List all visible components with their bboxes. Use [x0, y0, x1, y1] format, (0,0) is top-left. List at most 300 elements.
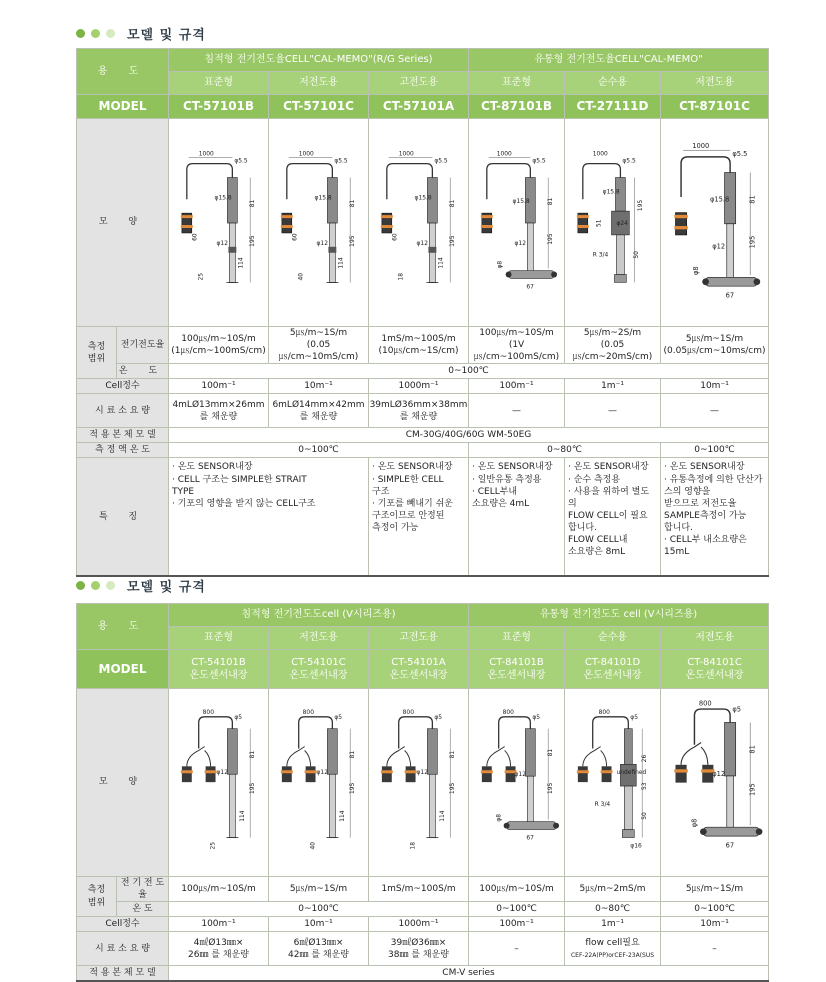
probe-drawing-cell: [369, 119, 469, 327]
svg-text:81: 81: [547, 749, 555, 757]
svg-text:195: 195: [748, 783, 757, 797]
sample-volume: [369, 932, 469, 966]
feature-line: · 온도 SENSOR내장: [372, 462, 453, 473]
model-note: 온도센서내장: [685, 670, 744, 681]
cell-constant: 1m⁻¹: [565, 379, 661, 394]
bullet-dot-icon: [91, 581, 100, 590]
model-code: CT-54101C: [291, 656, 346, 668]
model-note: 온도센서내장: [289, 670, 348, 681]
feature-line: FLOW CELL내: [568, 535, 628, 546]
svg-text:1000: 1000: [496, 151, 512, 159]
model-code: CT-84101C: [687, 656, 742, 668]
svg-text:114: 114: [439, 810, 447, 822]
sample-volume: —: [469, 394, 565, 428]
feature-line: 측정이 가능: [372, 523, 419, 534]
feature-line: 받으므로 저전도율: [664, 498, 737, 509]
sample-line: 6mLØ14mm×42mm: [272, 399, 365, 410]
bullet-dot-icon: [106, 29, 115, 38]
range-label-bottom: 범위: [87, 353, 106, 364]
probe-drawing-cell: [661, 689, 769, 877]
probe-drawing-cell: [369, 689, 469, 877]
svg-text:195: 195: [547, 782, 555, 795]
cell-constant-label: Cell정수: [77, 379, 169, 394]
model-code: CT-84101D: [584, 656, 641, 668]
probe-drawing-cell: [169, 119, 269, 327]
svg-text:φ5: φ5: [732, 705, 742, 714]
svg-text:114: 114: [437, 257, 445, 269]
sample-volume: –: [469, 932, 565, 966]
sample-line: CEF-22A(PP)orCEF-23A(SUS: [570, 951, 655, 959]
svg-text:φ5.5: φ5.5: [234, 158, 248, 166]
model-cell: [369, 650, 469, 689]
usage-header: 용 도: [77, 604, 169, 650]
group-immersion-header: 침적형 전기전도도cell (V시리즈용): [169, 604, 469, 627]
group-flow-header: 유통형 전기전도율CELL"CAL-MEMO": [469, 49, 769, 72]
sample-line: 38㎜ 를 채운량: [388, 949, 449, 960]
svg-text:φ12: φ12: [514, 771, 527, 779]
temperature-label: 온 도: [117, 364, 169, 379]
bullet-dot-icon: [91, 29, 100, 38]
sample-line: 를 채운량: [399, 411, 438, 422]
svg-text:81: 81: [449, 751, 457, 759]
svg-text:81: 81: [547, 198, 555, 206]
model-code: CT-54101B: [191, 656, 246, 668]
svg-text:114: 114: [239, 810, 247, 822]
model-cell: [565, 650, 661, 689]
svg-text:φ15.8: φ15.8: [710, 195, 730, 204]
temperature-cell: 0~80℃: [565, 902, 661, 917]
features-cell: [565, 458, 661, 576]
svg-text:φ5: φ5: [434, 714, 443, 722]
usage-header: 용 도: [77, 49, 169, 95]
model-cell: CT-57101B: [169, 95, 269, 119]
use-cell: 저전도용: [661, 72, 769, 95]
conductivity-label: 전 기 전 도 율: [117, 876, 169, 901]
spec-table-1: [76, 48, 769, 577]
svg-text:φ12: φ12: [416, 240, 429, 248]
feature-line: · CELL부내: [472, 486, 518, 497]
svg-text:81: 81: [349, 200, 357, 208]
cond-value: 100㎲/m~10S/m: [479, 328, 554, 339]
cell-constant: 10m⁻¹: [661, 379, 769, 394]
model-code: CT-84101B: [489, 656, 544, 668]
model-cell: [269, 650, 369, 689]
svg-text:53: 53: [641, 782, 649, 791]
svg-text:18: 18: [409, 842, 417, 850]
feature-line: · CELL 구조는 SIMPLE한 STRAIT: [172, 474, 307, 485]
svg-text:R 3/4: R 3/4: [592, 252, 609, 260]
svg-text:φ15.8: φ15.8: [512, 198, 530, 206]
model-label: MODEL: [77, 95, 169, 119]
feature-line: · 기포의 영향을 받지 않는 CELL구조: [172, 498, 316, 509]
features-cell: [369, 458, 469, 576]
use-cell: 순수용: [565, 72, 661, 95]
svg-text:800: 800: [598, 709, 610, 717]
svg-text:51: 51: [595, 219, 603, 228]
svg-text:φ8: φ8: [495, 814, 503, 822]
conductivity-cell: 5㎲/m~1S/m: [661, 876, 769, 901]
section1-heading: [76, 24, 206, 43]
sample-volume: [169, 932, 269, 966]
conductivity-label: 전기전도율: [117, 327, 169, 364]
svg-text:195: 195: [748, 235, 757, 249]
feature-line: · SIMPLE한 CELL: [372, 474, 444, 485]
feature-line: 소요량은 8mL: [568, 547, 626, 558]
sample-volume: [169, 394, 269, 428]
conductivity-cell: [469, 327, 565, 364]
cond-value: 5㎲/m~2S/m: [583, 328, 642, 339]
svg-text:195: 195: [349, 782, 357, 795]
feature-line: 합니다.: [568, 523, 597, 534]
svg-text:195: 195: [449, 235, 457, 248]
cell-constant: 100m⁻¹: [169, 917, 269, 932]
cell-constant: 1000m⁻¹: [369, 917, 469, 932]
svg-text:φ12: φ12: [712, 242, 726, 251]
range-label-top: 측정: [87, 341, 106, 352]
probe-diagram-icon: [269, 130, 368, 310]
sample-line: 6㎖Ø13㎜×: [293, 937, 344, 948]
feature-line: · CELL부 내소요량은: [664, 535, 747, 546]
model-note: 온도센서내장: [189, 670, 248, 681]
body-model: CM-30G/40G/60G WM-50EG: [169, 428, 769, 443]
conductivity-cell: 100㎲/m~10S/m: [469, 876, 565, 901]
section2-heading: [76, 576, 206, 595]
sample-volume: [269, 932, 369, 966]
svg-text:81: 81: [249, 751, 257, 759]
svg-text:1000: 1000: [398, 151, 414, 159]
use-cell: 고전도용: [369, 72, 469, 95]
probe-drawing-cell: [469, 119, 565, 327]
cond-unit: (1V㎲/cm~100mS/cm): [473, 340, 560, 363]
temperature-cell: 0~100℃: [661, 902, 769, 917]
range-label: [77, 327, 117, 379]
group-flow-header: 유통형 전기전도도 cell (V시리즈용): [469, 604, 769, 627]
feature-line: · 온도 SENSOR내장: [568, 462, 649, 473]
probe-diagram-icon: [269, 699, 368, 861]
use-cell: 표준형: [169, 72, 269, 95]
svg-text:40: 40: [297, 273, 305, 281]
use-cell: 표준형: [169, 627, 269, 650]
probe-diagram-icon: [169, 130, 268, 310]
svg-text:25: 25: [209, 842, 217, 850]
svg-text:800: 800: [402, 709, 415, 717]
svg-text:undefined: undefined: [616, 769, 647, 777]
liquid-temp-label: 측 정 액 온 도: [77, 443, 169, 458]
svg-text:40: 40: [309, 842, 317, 850]
svg-text:195: 195: [349, 235, 357, 248]
cell-constant: 100m⁻¹: [169, 379, 269, 394]
svg-text:60: 60: [391, 233, 399, 242]
use-cell: 저전도용: [661, 627, 769, 650]
svg-text:φ12: φ12: [712, 769, 726, 778]
probe-diagram-icon: [369, 699, 468, 861]
svg-text:81: 81: [748, 745, 757, 754]
svg-text:φ8: φ8: [690, 818, 699, 828]
conductivity-cell: 5㎲/m~2mS/m: [565, 876, 661, 901]
model-note: 온도센서내장: [487, 670, 546, 681]
feature-line: · 순수 측정용: [568, 474, 621, 485]
cell-constant: 1m⁻¹: [565, 917, 661, 932]
features-label: 특 징: [77, 458, 169, 576]
svg-text:φ5: φ5: [334, 714, 343, 722]
liquid-temp: 0~100℃: [169, 443, 469, 458]
feature-line: 구조이므로 안정된: [372, 511, 445, 521]
model-cell: CT-27111D: [565, 95, 661, 119]
svg-text:φ12: φ12: [316, 769, 328, 777]
use-cell: 순수용: [565, 627, 661, 650]
svg-text:25: 25: [197, 273, 205, 281]
probe-diagram-icon: [565, 130, 660, 310]
sample-line: 42㎜ 를 채운량: [288, 949, 349, 960]
svg-text:81: 81: [249, 200, 257, 208]
feature-line: · 온도 SENSOR내장: [472, 462, 553, 473]
conductivity-cell: [269, 327, 369, 364]
svg-text:800: 800: [502, 709, 514, 717]
feature-line: SAMPLE측정이 가능: [664, 511, 747, 521]
body-model-label: 적 용 본 체 모 델: [77, 428, 169, 443]
sample-volume: —: [565, 394, 661, 428]
sample-line: 를 채운량: [299, 411, 338, 422]
svg-text:φ8: φ8: [496, 261, 504, 269]
use-cell: 표준형: [469, 627, 565, 650]
svg-text:60: 60: [191, 233, 199, 242]
conductivity-cell: [565, 327, 661, 364]
group-immersion-header: 침적형 전기전도율CELL"CAL-MEMO"(R/G Series): [169, 49, 469, 72]
cell-constant: 10m⁻¹: [269, 379, 369, 394]
svg-text:67: 67: [725, 291, 735, 300]
range-label-bottom: 범위: [87, 897, 106, 908]
model-code: CT-54101A: [391, 656, 446, 668]
svg-text:1000: 1000: [592, 151, 608, 159]
cond-value: 1mS/m~100S/m: [381, 334, 456, 345]
use-cell: 저전도용: [269, 627, 369, 650]
svg-text:67: 67: [526, 834, 534, 842]
svg-text:φ12: φ12: [514, 240, 526, 248]
model-cell: CT-87101B: [469, 95, 565, 119]
use-cell: 저전도용: [269, 72, 369, 95]
cond-value: 5㎲/m~1S/m: [289, 328, 348, 339]
probe-drawing-cell: [269, 119, 369, 327]
conductivity-cell: [369, 327, 469, 364]
svg-text:60: 60: [291, 233, 299, 242]
range-label: [77, 876, 117, 916]
svg-text:195: 195: [249, 235, 257, 248]
sample-line: 39mLØ36mm×38mm: [369, 399, 468, 410]
svg-text:φ15.8: φ15.8: [602, 188, 620, 196]
model-note: 온도센서내장: [583, 670, 642, 681]
svg-text:67: 67: [526, 283, 534, 291]
section-title: 모델 및 규격: [127, 580, 206, 595]
feature-line: 스의 영향을: [664, 486, 711, 497]
svg-text:R 3/4: R 3/4: [594, 801, 611, 809]
cell-constant-label: Cell정수: [77, 917, 169, 932]
svg-text:800: 800: [202, 709, 214, 717]
svg-text:195: 195: [637, 200, 645, 212]
conductivity-cell: 5㎲/m~1S/m: [269, 876, 369, 901]
svg-text:800: 800: [698, 699, 712, 708]
svg-text:φ8: φ8: [691, 266, 700, 276]
feature-line: · 온도 SENSOR내장: [172, 462, 253, 473]
cell-constant: 10m⁻¹: [661, 917, 769, 932]
model-note: 온도센서내장: [389, 670, 448, 681]
svg-text:φ15.8: φ15.8: [314, 194, 332, 202]
probe-drawing-cell: [269, 689, 369, 877]
model-cell: [469, 650, 565, 689]
sample-volume-label: 시 료 소 요 량: [77, 394, 169, 428]
sample-volume-label: 시 료 소 요 량: [77, 932, 169, 966]
probe-diagram-icon: [169, 699, 268, 861]
svg-text:195: 195: [449, 782, 457, 795]
probe-drawing-cell: [169, 689, 269, 877]
liquid-temp: 0~80℃: [469, 443, 661, 458]
sample-volume: [369, 394, 469, 428]
svg-text:195: 195: [249, 782, 257, 795]
svg-text:φ5.5: φ5.5: [732, 149, 748, 158]
sample-line: 39㎖Ø36㎜×: [390, 937, 447, 948]
conductivity-cell: 100㎲/m~10S/m: [169, 876, 269, 901]
use-cell: 고전도용: [369, 627, 469, 650]
cond-unit: (10㎲/cm~1S/cm): [378, 346, 459, 357]
conductivity-cell: [661, 327, 769, 364]
feature-line: FLOW CELL이 필요: [568, 511, 648, 521]
temperature-cell: 0~100℃: [169, 364, 769, 379]
liquid-temp: 0~100℃: [661, 443, 769, 458]
spec-table-2: [76, 603, 769, 982]
conductivity-cell: [169, 327, 269, 364]
temperature-cell: 0~100℃: [169, 902, 469, 917]
feature-line: · 일반유통 측정용: [472, 474, 542, 485]
svg-text:φ12: φ12: [216, 240, 228, 248]
bullet-dot-icon: [76, 581, 85, 590]
probe-drawing-cell: [565, 119, 661, 327]
temperature-cell: 0~100℃: [469, 902, 565, 917]
svg-text:φ5.5: φ5.5: [622, 158, 636, 166]
svg-text:114: 114: [339, 810, 347, 822]
svg-text:φ15.8: φ15.8: [414, 194, 432, 202]
probe-diagram-icon: [661, 689, 768, 872]
feature-line: · 사용을 위하여 별도의: [568, 486, 650, 509]
cell-constant: 100m⁻¹: [469, 917, 565, 932]
features-cell: [469, 458, 565, 576]
model-cell: CT-57101C: [269, 95, 369, 119]
conductivity-cell: 1mS/m~100S/m: [369, 876, 469, 901]
svg-text:81: 81: [349, 751, 357, 759]
feature-line: 구조: [372, 486, 390, 497]
sample-line: 를 채운량: [199, 411, 238, 422]
model-cell: CT-57101A: [369, 95, 469, 119]
svg-text:18: 18: [397, 273, 405, 281]
range-label-top: 측정: [87, 885, 106, 896]
cond-value: 100㎲/m~10S/m: [181, 334, 256, 345]
svg-text:67: 67: [725, 841, 735, 850]
svg-text:800: 800: [302, 709, 314, 717]
model-cell: CT-87101C: [661, 95, 769, 119]
model-cell: [169, 650, 269, 689]
cond-value: 5㎲/m~1S/m: [685, 334, 744, 345]
shape-label: 모 양: [77, 119, 169, 327]
model-label: MODEL: [77, 650, 169, 689]
probe-drawing-cell: [661, 119, 769, 327]
model-cell: [661, 650, 769, 689]
svg-text:26: 26: [641, 755, 649, 763]
sample-line: flow cell필요: [585, 937, 640, 948]
cond-unit: (0.05㎲/cm~10ms/cm): [663, 346, 766, 357]
cell-constant: 100m⁻¹: [469, 379, 565, 394]
sample-line: 4㎖Ø13㎜×: [193, 937, 244, 948]
feature-line: TYPE: [172, 486, 195, 497]
svg-text:φ5: φ5: [234, 714, 243, 722]
feature-line: 15mL: [664, 547, 690, 558]
probe-diagram-icon: [661, 119, 768, 322]
svg-text:φ12: φ12: [216, 769, 228, 777]
probe-drawing-cell: [469, 689, 565, 877]
sample-line: 4mLØ13mm×26mm: [172, 399, 265, 410]
svg-text:50: 50: [641, 812, 649, 820]
svg-text:φ15.8: φ15.8: [214, 194, 232, 202]
probe-diagram-icon: [469, 130, 564, 310]
probe-diagram-icon: [469, 699, 564, 861]
sample-volume: [565, 932, 661, 966]
cond-unit: (0.05㎲/cm~10mS/cm): [278, 340, 359, 363]
features-cell: [169, 458, 369, 576]
feature-line: · 유통측정에 의한 단산가: [664, 474, 763, 485]
feature-line: 소요량은 4mL: [472, 498, 530, 509]
svg-text:114: 114: [337, 257, 345, 269]
cell-constant: 1000m⁻¹: [369, 379, 469, 394]
svg-text:195: 195: [547, 233, 555, 246]
probe-drawing-cell: [565, 689, 661, 877]
bullet-dot-icon: [76, 29, 85, 38]
svg-text:1000: 1000: [298, 151, 314, 159]
svg-text:φ12: φ12: [416, 769, 429, 777]
svg-text:114: 114: [237, 257, 245, 269]
svg-text:φ16: φ16: [630, 842, 642, 850]
svg-text:50: 50: [633, 251, 641, 260]
body-model: CM-V series: [169, 966, 769, 982]
features-cell: [661, 458, 769, 576]
section-title: 모델 및 규격: [127, 28, 206, 43]
use-cell: 표준형: [469, 72, 565, 95]
bullet-dot-icon: [106, 581, 115, 590]
sample-volume: [269, 394, 369, 428]
cond-unit: (0.05㎲/cm~20mS/cm): [572, 340, 653, 363]
probe-diagram-icon: [369, 130, 468, 310]
sample-volume: —: [661, 394, 769, 428]
sample-line: 26㎜ 를 채운량: [188, 949, 249, 960]
svg-text:1000: 1000: [198, 151, 214, 159]
feature-line: · 온도 SENSOR내장: [664, 462, 745, 473]
svg-text:φ5: φ5: [630, 714, 639, 722]
feature-line: · 기포를 빼내기 쉬운: [372, 498, 453, 509]
svg-text:1000: 1000: [692, 141, 710, 150]
cond-unit: (1㎲/cm~100mS/cm): [171, 346, 266, 357]
svg-text:81: 81: [748, 195, 757, 204]
body-model-label: 적 용 본 체 모 델: [77, 966, 169, 982]
sample-volume: –: [661, 932, 769, 966]
svg-text:φ5.5: φ5.5: [532, 158, 546, 166]
temperature-label: 온 도: [117, 902, 169, 917]
svg-text:φ5.5: φ5.5: [334, 158, 348, 166]
probe-diagram-icon: [565, 699, 660, 861]
svg-text:81: 81: [449, 199, 457, 208]
svg-text:φ12: φ12: [316, 240, 328, 248]
svg-text:φ24: φ24: [616, 220, 628, 228]
feature-line: 합니다.: [664, 523, 693, 534]
svg-text:φ5: φ5: [532, 714, 541, 722]
svg-text:φ5.5: φ5.5: [434, 158, 448, 166]
cell-constant: 10m⁻¹: [269, 917, 369, 932]
shape-label: 모 양: [77, 689, 169, 877]
